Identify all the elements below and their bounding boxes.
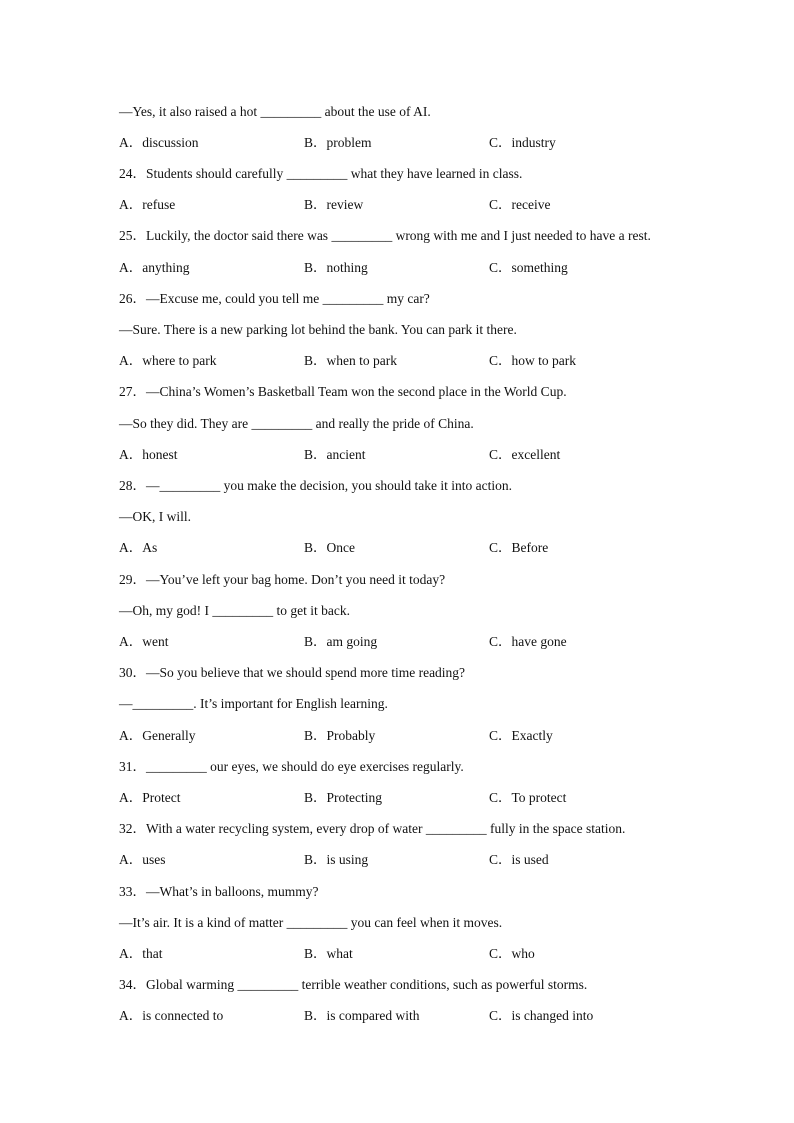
question-27-reply: —So they did. They are _________ and really the pride of China.: [119, 416, 474, 431]
question-27: 27．—China’s Women’s Basketball Team won the second place in the World Cup.: [119, 384, 567, 399]
q32-option-b: B．is using: [304, 852, 369, 867]
q28-option-a: A．As: [119, 540, 158, 555]
q31-option-a: A．Protect: [119, 790, 181, 805]
q30-option-a: A．Generally: [119, 728, 196, 743]
q23-option-b: B．problem: [304, 135, 372, 150]
question-24: 24．Students should carefully _________ what they have learned in class.: [119, 166, 523, 181]
question-33-reply: —It’s air. It is a kind of matter _________ you can feel when it moves.: [119, 915, 503, 930]
q31-option-b: B．Protecting: [304, 790, 382, 805]
question-23-reply: —Yes, it also raised a hot _________ about the use of AI.: [119, 104, 431, 119]
question-26-reply: —Sure. There is a new parking lot behind the bank. You can park it there.: [119, 322, 517, 337]
q27-option-c: C．excellent: [489, 447, 561, 462]
q26-option-b: B．when to park: [304, 353, 397, 368]
q30-option-c: C．Exactly: [489, 728, 553, 743]
question-28: 28．—_________ you make the decision, you should take it into action.: [119, 478, 512, 493]
q27-option-a: A．honest: [119, 447, 178, 462]
q25-option-a: A．anything: [119, 260, 190, 275]
q28-option-c: C．Before: [489, 540, 549, 555]
q34-option-a: A．is connected to: [119, 1008, 224, 1023]
question-30-reply: —_________. It’s important for English learning.: [119, 696, 388, 711]
q26-option-a: A．where to park: [119, 353, 217, 368]
q31-option-c: C．To protect: [489, 790, 567, 805]
q29-option-b: B．am going: [304, 634, 378, 649]
question-29-reply: —Oh, my god! I _________ to get it back.: [119, 603, 350, 618]
q25-option-b: B．nothing: [304, 260, 368, 275]
q24-option-c: C．receive: [489, 197, 551, 212]
question-32: 32．With a water recycling system, every drop of water _________ fully in the space station.: [119, 821, 626, 836]
q30-option-b: B．Probably: [304, 728, 376, 743]
q26-option-c: C．how to park: [489, 353, 576, 368]
q29-option-c: C．have gone: [489, 634, 567, 649]
q23-option-c: C．industry: [489, 135, 556, 150]
q28-option-b: B．Once: [304, 540, 355, 555]
q25-option-c: C．something: [489, 260, 568, 275]
question-30: 30．—So you believe that we should spend more time reading?: [119, 665, 466, 680]
q33-option-a: A．that: [119, 946, 163, 961]
q32-option-c: C．is used: [489, 852, 549, 867]
q34-option-c: C．is changed into: [489, 1008, 594, 1023]
question-33: 33．—What’s in balloons, mummy?: [119, 884, 319, 899]
q24-option-a: A．refuse: [119, 197, 176, 212]
q29-option-a: A．went: [119, 634, 169, 649]
question-29: 29．—You’ve left your bag home. Don’t you need it today?: [119, 572, 446, 587]
q33-option-c: C．who: [489, 946, 535, 961]
q24-option-b: B．review: [304, 197, 364, 212]
q23-option-a: A．discussion: [119, 135, 199, 150]
question-28-reply: —OK, I will.: [119, 509, 191, 524]
q32-option-a: A．uses: [119, 852, 166, 867]
question-34: 34．Global warming _________ terrible weather conditions, such as powerful storms.: [119, 977, 588, 992]
q34-option-b: B．is compared with: [304, 1008, 420, 1023]
q33-option-b: B．what: [304, 946, 353, 961]
q27-option-b: B．ancient: [304, 447, 366, 462]
question-26: 26．—Excuse me, could you tell me _________ my car?: [119, 291, 430, 306]
question-31: 31．_________ our eyes, we should do eye exercises regularly.: [119, 759, 464, 774]
question-25: 25．Luckily, the doctor said there was _________ wrong with me and I just needed to have a rest.: [119, 228, 651, 243]
